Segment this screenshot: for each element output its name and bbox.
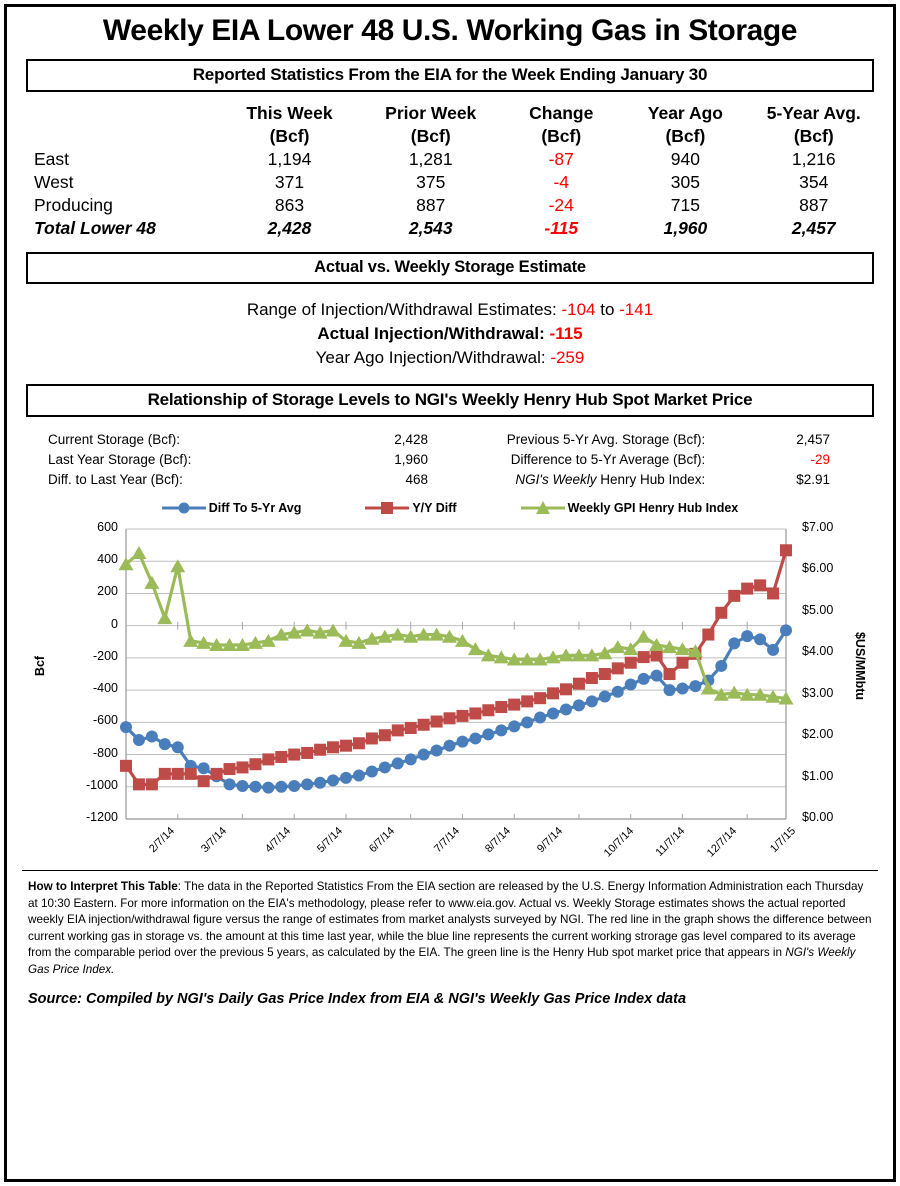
col-header-year-ago: Year Ago bbox=[647, 103, 723, 123]
year-ago-injection-line bbox=[22, 346, 878, 370]
chart-x-tick: 1/7/15 bbox=[768, 825, 799, 856]
source-line: Source: Compiled by NGI's Daily Gas Price Index from EIA & NGI's Weekly Gas Price Index data bbox=[28, 990, 687, 1007]
current-storage-value: 2,428 bbox=[394, 431, 428, 447]
estimate-range-label: Range of Injection/Withdrawal Estimates: bbox=[246, 300, 562, 319]
col-unit-5yr-avg: (Bcf) bbox=[793, 126, 834, 146]
legend-item-red[interactable] bbox=[365, 499, 456, 517]
col-header-prior-week: Prior Week bbox=[385, 103, 477, 123]
total-this-week: 2,428 bbox=[267, 218, 312, 238]
actual-injection-line bbox=[22, 322, 878, 346]
estimate-range-low: -104 bbox=[561, 300, 596, 319]
diff-last-year-value: 468 bbox=[405, 471, 428, 487]
col-header-change: Change bbox=[529, 103, 594, 123]
total-change: -115 bbox=[544, 218, 579, 238]
west-prior-week: 375 bbox=[416, 172, 446, 192]
summary-row bbox=[48, 469, 852, 489]
producing-5yr-avg: 887 bbox=[799, 195, 829, 215]
chart-y-tick-left: -200 bbox=[92, 648, 118, 663]
summary-row bbox=[48, 449, 852, 469]
section-header-actual-vs-estimate: Actual vs. Weekly Storage Estimate bbox=[26, 252, 874, 284]
col-unit-prior-week: (Bcf) bbox=[410, 126, 451, 146]
page-title: Weekly EIA Lower 48 U.S. Working Gas in Storage bbox=[102, 14, 798, 47]
table-row bbox=[22, 171, 878, 194]
year-ago-injection-label: Year Ago Injection/Withdrawal: bbox=[315, 348, 551, 367]
total-prior-week: 2,543 bbox=[408, 218, 453, 238]
prev-5yr-storage-value: 2,457 bbox=[796, 431, 830, 447]
col-unit-change: (Bcf) bbox=[541, 126, 582, 146]
east-prior-week: 1,281 bbox=[408, 149, 453, 169]
chart-x-tick: 2/7/14 bbox=[146, 825, 178, 856]
current-storage-label: Current Storage (Bcf): bbox=[48, 431, 181, 447]
chart-y-tick-right: $4.00 bbox=[802, 644, 834, 659]
ngi-weekly-italic: NGI's Weekly bbox=[515, 471, 597, 487]
table-row bbox=[22, 148, 878, 171]
row-label-west: West bbox=[34, 172, 74, 192]
chart-x-tick: 8/7/14 bbox=[483, 825, 514, 856]
row-label-east: East bbox=[34, 149, 70, 169]
year-ago-injection-value: -259 bbox=[550, 348, 585, 367]
chart-y-tick-right: $5.00 bbox=[802, 602, 834, 617]
chart-x-tick: 4/7/14 bbox=[263, 825, 294, 856]
chart-y-tick-right: $1.00 bbox=[802, 768, 834, 783]
footer-body: : The data in the Reported Statistics From the EIA section are released by the U.S. Energy Information Administration each Thursday at 10:30 Eastern. For more information on the EIA's methodology, please refer to www.eia.gov. Actual vs. Weekly Storage estimates shows the actual reported weekly EIA injection/withdrawal figure versus the range of estimates from market analysts surveyed by NGI. The red line in the graph shows the difference between current working gas in storage vs. the amount at this time last year, while the blue line represents the current working strorage gas level compared to its average from the comparable period over the previous 5 years, as calculated by the EIA. The green line is the Henry Hub spot market price that appears in bbox=[28, 880, 872, 960]
ngi-index-label-rest: Henry Hub Index: bbox=[596, 471, 706, 487]
chart-x-tick: 5/7/14 bbox=[315, 825, 346, 856]
last-year-storage-label: Last Year Storage (Bcf): bbox=[48, 451, 192, 467]
col-header-5yr-avg: 5-Year Avg. bbox=[766, 103, 861, 123]
diff-5yr-average-value: -29 bbox=[810, 451, 830, 467]
chart-y-tick-left: -600 bbox=[92, 713, 118, 728]
producing-prior-week: 887 bbox=[416, 195, 446, 215]
table-row-total bbox=[22, 217, 878, 240]
chart-x-tick: 10/7/14 bbox=[601, 825, 637, 860]
chart-y-tick-right: $2.00 bbox=[802, 727, 834, 742]
estimate-range-sep: to bbox=[595, 300, 620, 319]
last-year-storage-value: 1,960 bbox=[394, 451, 428, 467]
chart-x-tick: 9/7/14 bbox=[535, 825, 566, 856]
estimates-block bbox=[22, 298, 878, 370]
col-unit-this-week: (Bcf) bbox=[269, 126, 310, 146]
chart-y-tick-right: $3.00 bbox=[802, 685, 834, 700]
chart-y-axis-label-left: Bcf bbox=[33, 655, 48, 677]
west-year-ago: 305 bbox=[670, 172, 700, 192]
chart-y-tick-left: 0 bbox=[111, 616, 118, 631]
chart-y-tick-left: -1000 bbox=[86, 777, 118, 792]
footer-body-italic: NGI's Weekly Gas Price Index. bbox=[28, 946, 856, 977]
diff-5yr-average-label: Difference to 5-Yr Average (Bcf): bbox=[510, 451, 706, 467]
row-label-total: Total Lower 48 bbox=[34, 218, 156, 238]
legend-marker-square-icon bbox=[365, 499, 409, 517]
storage-summary-grid bbox=[22, 429, 878, 489]
west-this-week: 371 bbox=[274, 172, 305, 192]
chart-y-tick-right: $6.00 bbox=[802, 561, 834, 576]
col-unit-year-ago: (Bcf) bbox=[665, 126, 706, 146]
ngi-henry-hub-index-value: $2.91 bbox=[796, 471, 830, 487]
table-unit-row bbox=[22, 125, 878, 148]
chart-canvas bbox=[22, 519, 878, 864]
col-header-this-week: This Week bbox=[246, 103, 333, 123]
producing-this-week: 863 bbox=[274, 195, 305, 215]
chart-y-tick-left: -800 bbox=[92, 745, 118, 760]
ngi-henry-hub-index-label bbox=[450, 472, 715, 487]
east-5yr-avg: 1,216 bbox=[791, 149, 836, 169]
estimate-range-line bbox=[22, 298, 878, 322]
how-to-interpret-text bbox=[22, 879, 878, 979]
section-header-relationship: Relationship of Storage Levels to NGI's Weekly Henry Hub Spot Market Price bbox=[26, 384, 874, 417]
east-change: -87 bbox=[548, 149, 574, 169]
chart-x-tick: 11/7/14 bbox=[653, 825, 688, 859]
table-row bbox=[22, 194, 878, 217]
actual-injection-value: -115 bbox=[549, 324, 583, 343]
storage-price-chart bbox=[22, 519, 878, 864]
legend-label-blue: Diff To 5-Yr Avg bbox=[208, 501, 302, 515]
table-header-row bbox=[22, 102, 878, 125]
chart-y-tick-left: 200 bbox=[97, 584, 118, 599]
legend-item-green[interactable] bbox=[521, 499, 739, 517]
total-5yr-avg: 2,457 bbox=[791, 218, 836, 238]
summary-row bbox=[48, 429, 852, 449]
chart-y-tick-right: $7.00 bbox=[802, 520, 834, 534]
west-change: -4 bbox=[553, 172, 570, 192]
row-label-producing: Producing bbox=[34, 195, 113, 215]
chart-y-axis-label-right: $US/MMbtu bbox=[852, 631, 867, 701]
producing-change: -24 bbox=[548, 195, 574, 215]
legend-label-red: Y/Y Diff bbox=[412, 501, 457, 515]
total-year-ago: 1,960 bbox=[663, 218, 708, 238]
diff-last-year-label: Diff. to Last Year (Bcf): bbox=[48, 471, 183, 487]
chart-y-tick-left: -1200 bbox=[86, 810, 118, 824]
legend-marker-circle-icon bbox=[162, 499, 206, 517]
section-header-reported-stats: Reported Statistics From the EIA for the Week Ending January 30 bbox=[26, 59, 874, 92]
actual-injection-label: Actual Injection/Withdrawal: bbox=[317, 324, 550, 343]
chart-y-tick-left: 400 bbox=[97, 552, 118, 567]
legend-item-blue[interactable] bbox=[162, 499, 302, 517]
legend-label-green: Weekly GPI Henry Hub Index bbox=[567, 501, 739, 515]
chart-x-tick: 3/7/14 bbox=[198, 825, 229, 856]
chart-legend bbox=[22, 499, 878, 517]
east-year-ago: 940 bbox=[670, 149, 700, 169]
producing-year-ago: 715 bbox=[670, 195, 700, 215]
chart-y-tick-left: 600 bbox=[97, 520, 118, 534]
chart-x-tick: 6/7/14 bbox=[366, 825, 398, 856]
footer-heading: How to Interpret This Table bbox=[28, 880, 178, 893]
chart-y-tick-right: $0.00 bbox=[802, 810, 834, 824]
chart-x-tick: 7/7/14 bbox=[431, 825, 462, 856]
reported-statistics-table bbox=[22, 102, 878, 240]
legend-marker-triangle-icon bbox=[521, 499, 565, 517]
chart-x-tick: 12/7/14 bbox=[705, 825, 740, 860]
east-this-week: 1,194 bbox=[267, 149, 312, 169]
estimate-range-high: -141 bbox=[619, 300, 654, 319]
west-5yr-avg: 354 bbox=[799, 172, 829, 192]
chart-y-tick-left: -400 bbox=[92, 681, 118, 696]
prev-5yr-storage-label: Previous 5-Yr Avg. Storage (Bcf): bbox=[506, 431, 706, 447]
footer-divider bbox=[22, 870, 878, 871]
